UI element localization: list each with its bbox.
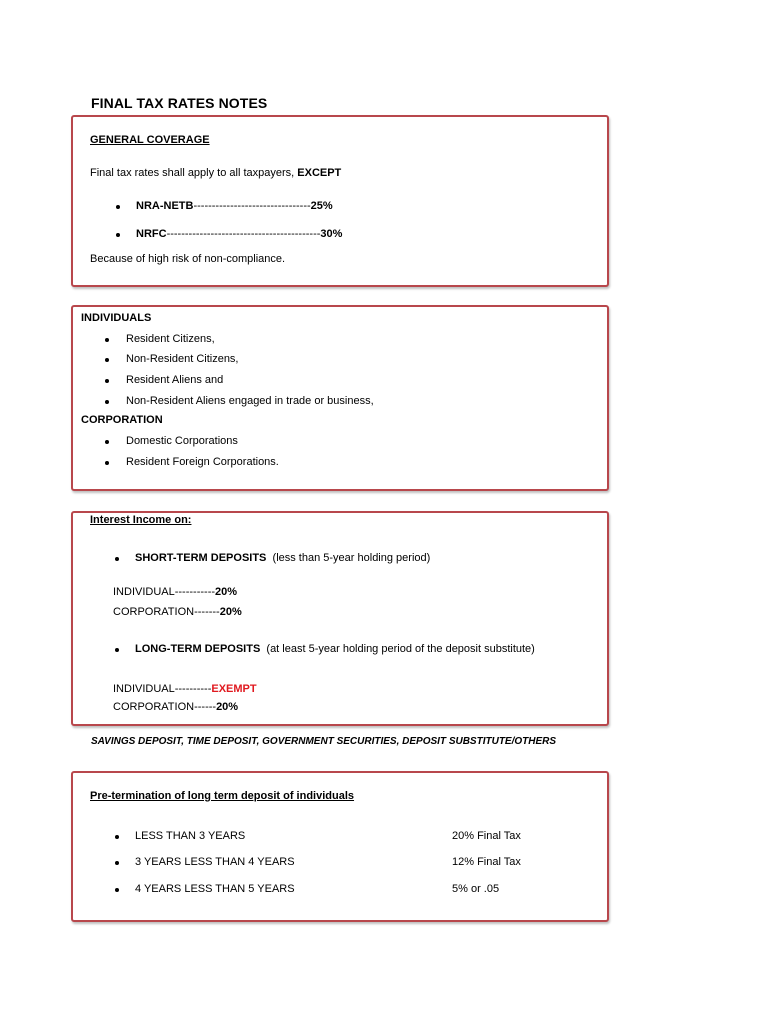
bullet-icon	[115, 557, 119, 561]
long-term-individual-exempt: EXEMPT	[211, 683, 257, 695]
short-term-corporation-rate: 20%	[219, 606, 242, 618]
long-term-line	[135, 642, 535, 656]
corporation-heading: CORPORATION	[81, 414, 163, 426]
individual-item: Resident Aliens and	[126, 374, 224, 386]
long-term-corporation-rate: 20%	[216, 701, 239, 713]
exception-nra-netb	[136, 199, 333, 213]
exception-rate: 25%	[310, 200, 333, 212]
bullet-icon	[115, 861, 119, 865]
short-term-individual	[113, 585, 237, 599]
bullet-icon	[115, 888, 119, 892]
general-intro	[90, 166, 341, 180]
bullet-icon	[116, 205, 120, 209]
short-term-line	[135, 551, 430, 565]
bullet-icon	[115, 648, 119, 652]
corporation-item: Resident Foreign Corporations.	[126, 456, 279, 468]
general-coverage-heading: GENERAL COVERAGE	[90, 134, 210, 146]
short-term-individual-label: INDIVIDUAL-----------	[113, 586, 216, 598]
exception-dashes: ------------------------------------------	[166, 228, 321, 240]
corporation-item: Domestic Corporations	[126, 435, 238, 447]
interest-heading: Interest Income on:	[90, 514, 192, 526]
individuals-heading: INDIVIDUALS	[81, 312, 152, 324]
short-term-corporation-label: CORPORATION-------	[113, 606, 220, 618]
bullet-icon	[105, 400, 109, 404]
pretermination-heading: Pre-termination of long term deposit of individuals	[90, 790, 355, 802]
exception-name: NRA-NETB	[136, 200, 194, 212]
individual-item: Non-Resident Aliens engaged in trade or business,	[126, 395, 374, 407]
long-term-label: LONG-TERM DEPOSITS	[135, 643, 261, 655]
pretermination-period: 3 YEARS LESS THAN 4 YEARS	[135, 856, 295, 868]
general-reason: Because of high risk of non-compliance.	[90, 253, 286, 265]
bullet-icon	[105, 358, 109, 362]
short-term-label: SHORT-TERM DEPOSITS	[135, 552, 267, 564]
bullet-icon	[105, 379, 109, 383]
exception-dashes: --------------------------------	[193, 200, 311, 212]
bullet-icon	[105, 461, 109, 465]
long-term-corporation-label: CORPORATION------	[113, 701, 217, 713]
bullet-icon	[116, 233, 120, 237]
pretermination-period: LESS THAN 3 YEARS	[135, 830, 246, 842]
deposit-types-note: SAVINGS DEPOSIT, TIME DEPOSIT, GOVERNMENT SECURITIES, DEPOSIT SUBSTITUTE/OTHERS	[91, 736, 557, 747]
individual-item: Non-Resident Citizens,	[126, 353, 239, 365]
pretermination-period: 4 YEARS LESS THAN 5 YEARS	[135, 883, 295, 895]
long-term-corporation	[113, 700, 238, 714]
general-intro-text: Final tax rates shall apply to all taxpayers,	[90, 167, 298, 179]
long-term-individual	[113, 682, 257, 696]
exception-name: NRFC	[136, 228, 167, 240]
bullet-icon	[105, 440, 109, 444]
document-title: FINAL TAX RATES NOTES	[91, 95, 268, 111]
exception-nrfc	[136, 227, 342, 241]
bullet-icon	[115, 835, 119, 839]
bullet-icon	[105, 338, 109, 342]
individual-item: Resident Citizens,	[126, 333, 215, 345]
long-term-individual-label: INDIVIDUAL----------	[113, 683, 212, 695]
pretermination-rate: 5% or .05	[452, 883, 500, 895]
long-term-note: (at least 5-year holding period of the deposit substitute)	[266, 643, 535, 655]
general-intro-except: EXCEPT	[297, 167, 342, 179]
pretermination-rate: 12% Final Tax	[452, 856, 521, 868]
short-term-individual-rate: 20%	[215, 586, 238, 598]
short-term-corporation	[113, 605, 242, 619]
short-term-note: (less than 5-year holding period)	[272, 552, 431, 564]
exception-rate: 30%	[320, 228, 343, 240]
pretermination-rate: 20% Final Tax	[452, 830, 521, 842]
